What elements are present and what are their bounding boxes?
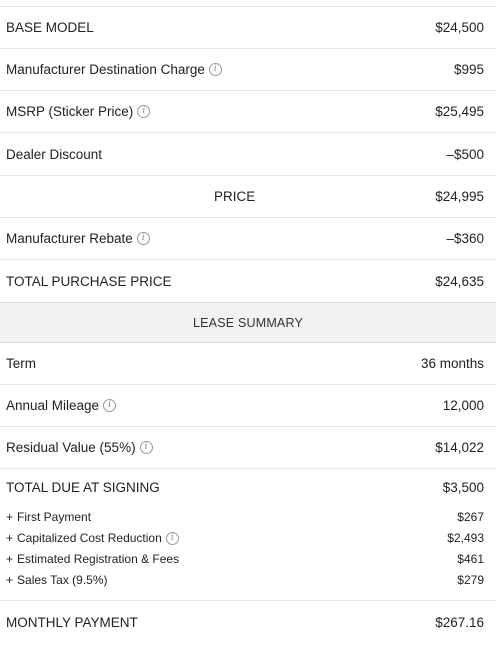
- info-icon[interactable]: i: [137, 105, 150, 118]
- due-at-signing-value: $3,500: [442, 480, 484, 495]
- annual-mileage-label: Annual Mileage: [6, 398, 100, 413]
- signing-item-value: $461: [457, 552, 484, 566]
- signing-item-value: $267: [457, 510, 484, 524]
- signing-item-label-group: [6, 552, 179, 566]
- signing-item-label-group: [6, 510, 91, 524]
- price-value: $24,995: [435, 189, 484, 204]
- info-icon[interactable]: i: [137, 232, 150, 245]
- dealer-discount-row: [0, 133, 496, 176]
- msrp-label: MSRP (Sticker Price): [6, 104, 134, 119]
- dealer-discount-label: Dealer Discount: [6, 146, 103, 162]
- signing-item: [6, 510, 484, 524]
- signing-item-label: Sales Tax (9.5%): [17, 573, 108, 587]
- signing-item-value: $279: [457, 573, 484, 587]
- signing-item: [6, 573, 484, 587]
- plus-sign: +: [6, 552, 14, 566]
- signing-item-label-group: [6, 531, 179, 545]
- msrp-row: [0, 91, 496, 133]
- base-model-row: [0, 6, 496, 49]
- signing-item-label: Capitalized Cost Reduction: [17, 531, 162, 545]
- monthly-payment-label: MONTHLY PAYMENT: [6, 615, 138, 630]
- plus-sign: +: [6, 531, 14, 545]
- rebate-row: [0, 218, 496, 260]
- due-at-signing-label: TOTAL DUE AT SIGNING: [6, 480, 160, 495]
- rebate-value: –$360: [446, 231, 484, 246]
- price-label: PRICE: [213, 189, 256, 204]
- term-label: Term: [6, 356, 36, 371]
- signing-item: [6, 552, 484, 566]
- residual-value-row: [0, 427, 496, 469]
- residual-value-label: Residual Value (55%): [6, 440, 136, 455]
- lease-summary-title: LEASE SUMMARY: [192, 315, 304, 330]
- signing-item-label-group: [6, 573, 108, 587]
- total-purchase-value: $24,635: [435, 273, 484, 289]
- due-at-signing-section: [0, 469, 496, 601]
- term-row: [0, 343, 496, 385]
- total-purchase-label: TOTAL PURCHASE PRICE: [6, 273, 172, 289]
- rebate-label: Manufacturer Rebate: [6, 231, 133, 246]
- destination-charge-label-group: [6, 62, 222, 77]
- destination-charge-label: Manufacturer Destination Charge: [6, 62, 205, 77]
- info-icon[interactable]: i: [103, 399, 116, 412]
- monthly-payment-row: [0, 601, 496, 644]
- base-model-label: BASE MODEL: [6, 19, 94, 35]
- price-row: [0, 176, 496, 218]
- signing-item: [6, 531, 484, 545]
- msrp-value: $25,495: [435, 104, 484, 119]
- info-icon[interactable]: i: [166, 532, 179, 545]
- lease-summary-header: [0, 302, 496, 343]
- plus-sign: +: [6, 510, 14, 524]
- annual-mileage-row: [0, 385, 496, 427]
- plus-sign: +: [6, 573, 14, 587]
- total-purchase-row: [0, 260, 496, 302]
- annual-mileage-value: 12,000: [442, 398, 484, 413]
- monthly-payment-value: $267.16: [435, 615, 484, 630]
- due-at-signing-header: [6, 480, 484, 495]
- signing-item-label: First Payment: [17, 510, 92, 524]
- signing-item-label: Estimated Registration & Fees: [17, 552, 180, 566]
- annual-mileage-label-group: [6, 398, 116, 413]
- rebate-label-group: [6, 231, 150, 246]
- residual-value-label-group: [6, 440, 153, 455]
- info-icon[interactable]: i: [140, 441, 153, 454]
- dealer-discount-value: –$500: [446, 146, 484, 162]
- signing-item-value: $2,493: [447, 531, 484, 545]
- destination-charge-row: [0, 49, 496, 91]
- term-value: 36 months: [420, 356, 484, 371]
- residual-value-value: $14,022: [435, 440, 484, 455]
- info-icon[interactable]: i: [209, 63, 222, 76]
- destination-charge-value: $995: [453, 62, 484, 77]
- base-model-value: $24,500: [435, 19, 484, 35]
- msrp-label-group: [6, 104, 150, 119]
